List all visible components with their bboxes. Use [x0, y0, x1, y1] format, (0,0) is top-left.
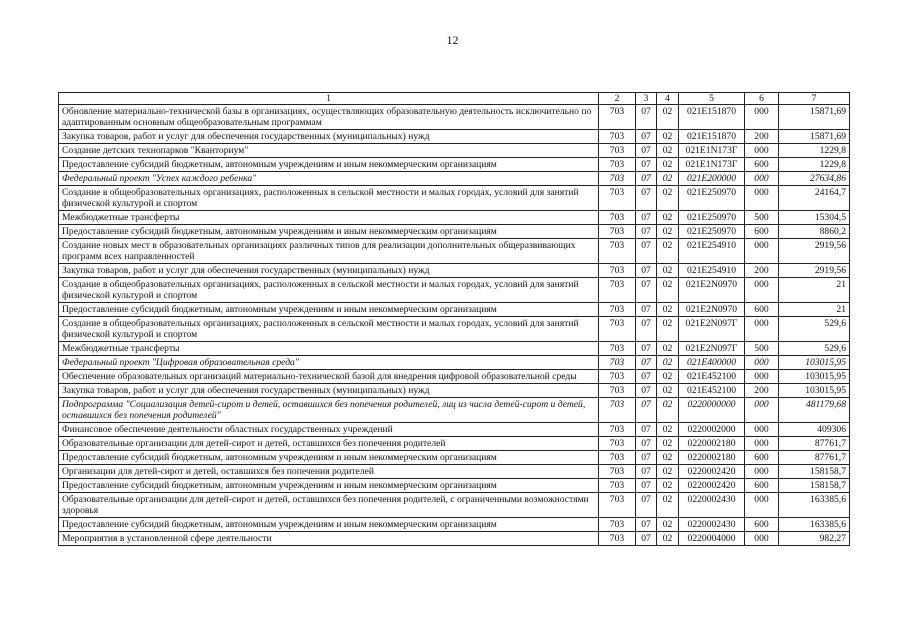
cell-subsection-code: 02 — [657, 264, 679, 278]
cell-subsection-code: 02 — [657, 278, 679, 303]
cell-name: Закупка товаров, работ и услуг для обеспечения государственных (муниципальных) нужд — [59, 264, 599, 278]
cell-subsection-code: 02 — [657, 211, 679, 225]
cell-ministry-code: 703 — [599, 105, 636, 130]
cell-expense-type: 600 — [745, 303, 779, 317]
cell-target-article: 021E2N097Г — [679, 317, 745, 342]
cell-name: Мероприятия в установленной сфере деятельности — [59, 532, 599, 546]
cell-name: Создание детских технопарков "Кванториум" — [59, 144, 599, 158]
cell-target-article: 0220000000 — [679, 398, 745, 423]
cell-name: Обновление материально-технической базы в организациях, осуществляющих образовательную деятельность исключительно по адаптированным основным общеобразовательным программам — [59, 105, 599, 130]
cell-amount: 409306 — [779, 423, 850, 437]
cell-ministry-code: 703 — [599, 518, 636, 532]
cell-target-article: 0220004000 — [679, 532, 745, 546]
cell-amount: 103015,95 — [779, 370, 850, 384]
table-row — [59, 518, 850, 532]
cell-name: Федеральный проект "Цифровая образовательная среда" — [59, 356, 599, 370]
cell-ministry-code: 703 — [599, 398, 636, 423]
cell-ministry-code: 703 — [599, 130, 636, 144]
cell-subsection-code: 02 — [657, 130, 679, 144]
table-row — [59, 451, 850, 465]
cell-section-code: 07 — [636, 423, 657, 437]
cell-target-article: 021E151870 — [679, 105, 745, 130]
cell-section-code: 07 — [636, 278, 657, 303]
cell-amount: 15871,69 — [779, 105, 850, 130]
cell-amount: 163385,6 — [779, 518, 850, 532]
cell-subsection-code: 02 — [657, 518, 679, 532]
cell-target-article: 0220002180 — [679, 437, 745, 451]
cell-section-code: 07 — [636, 158, 657, 172]
cell-target-article: 021E151870 — [679, 130, 745, 144]
cell-subsection-code: 02 — [657, 317, 679, 342]
cell-section-code: 07 — [636, 342, 657, 356]
table-row — [59, 225, 850, 239]
cell-name: Предоставление субсидий бюджетным, автономным учреждениям и иным некоммерческим организациям — [59, 158, 599, 172]
cell-target-article: 021E2N0970 — [679, 278, 745, 303]
cell-target-article: 0220002180 — [679, 451, 745, 465]
header-row — [59, 93, 850, 105]
cell-section-code: 07 — [636, 479, 657, 493]
cell-expense-type: 600 — [745, 479, 779, 493]
cell-ministry-code: 703 — [599, 211, 636, 225]
cell-amount: 15871,69 — [779, 130, 850, 144]
cell-section-code: 07 — [636, 239, 657, 264]
cell-ministry-code: 703 — [599, 356, 636, 370]
cell-name: Создание новых мест в образовательных организациях различных типов для реализации дополнительных общеразвивающих программ всех направленностей — [59, 239, 599, 264]
cell-name: Закупка товаров, работ и услуг для обеспечения государственных (муниципальных) нужд — [59, 130, 599, 144]
cell-section-code: 07 — [636, 144, 657, 158]
cell-expense-type: 000 — [745, 144, 779, 158]
cell-name: Межбюджетные трансферты — [59, 211, 599, 225]
cell-amount: 87761,7 — [779, 437, 850, 451]
table-row — [59, 423, 850, 437]
cell-amount: 163385,6 — [779, 493, 850, 518]
table-row — [59, 144, 850, 158]
table-row — [59, 493, 850, 518]
table-body — [59, 105, 850, 546]
header-cell-target-article: 5 — [679, 93, 745, 105]
header-cell-expense-type: 6 — [745, 93, 779, 105]
cell-subsection-code: 02 — [657, 479, 679, 493]
cell-subsection-code: 02 — [657, 532, 679, 546]
cell-section-code: 07 — [636, 493, 657, 518]
cell-amount: 529,6 — [779, 317, 850, 342]
cell-expense-type: 000 — [745, 186, 779, 211]
cell-section-code: 07 — [636, 172, 657, 186]
cell-amount: 158158,7 — [779, 479, 850, 493]
cell-name: Образовательные организации для детей-сирот и детей, оставшихся без попечения родителей — [59, 437, 599, 451]
table-row — [59, 479, 850, 493]
cell-target-article: 0220002430 — [679, 518, 745, 532]
cell-ministry-code: 703 — [599, 158, 636, 172]
cell-expense-type: 600 — [745, 518, 779, 532]
cell-expense-type: 600 — [745, 158, 779, 172]
cell-expense-type: 200 — [745, 384, 779, 398]
cell-name: Предоставление субсидий бюджетным, автономным учреждениям и иным некоммерческим организациям — [59, 518, 599, 532]
cell-subsection-code: 02 — [657, 356, 679, 370]
header-cell-section: 3 — [636, 93, 657, 105]
cell-ministry-code: 703 — [599, 186, 636, 211]
cell-ministry-code: 703 — [599, 278, 636, 303]
cell-section-code: 07 — [636, 317, 657, 342]
cell-amount: 87761,7 — [779, 451, 850, 465]
cell-name: Закупка товаров, работ и услуг для обеспечения государственных (муниципальных) нужд — [59, 384, 599, 398]
table-row — [59, 278, 850, 303]
cell-expense-type: 000 — [745, 532, 779, 546]
cell-amount: 481179,68 — [779, 398, 850, 423]
cell-name: Предоставление субсидий бюджетным, автономным учреждениям и иным некоммерческим организациям — [59, 479, 599, 493]
cell-section-code: 07 — [636, 211, 657, 225]
header-cell-subsection: 4 — [657, 93, 679, 105]
cell-section-code: 07 — [636, 465, 657, 479]
cell-amount: 529,6 — [779, 342, 850, 356]
header-cell-ministry: 2 — [599, 93, 636, 105]
table-row — [59, 105, 850, 130]
cell-subsection-code: 02 — [657, 225, 679, 239]
cell-ministry-code: 703 — [599, 384, 636, 398]
cell-ministry-code: 703 — [599, 317, 636, 342]
cell-expense-type: 000 — [745, 105, 779, 130]
cell-section-code: 07 — [636, 398, 657, 423]
cell-section-code: 07 — [636, 518, 657, 532]
cell-ministry-code: 703 — [599, 144, 636, 158]
cell-ministry-code: 703 — [599, 370, 636, 384]
cell-section-code: 07 — [636, 186, 657, 211]
cell-target-article: 0220002000 — [679, 423, 745, 437]
table-row — [59, 239, 850, 264]
cell-target-article: 021E250970 — [679, 186, 745, 211]
cell-expense-type: 200 — [745, 130, 779, 144]
cell-ministry-code: 703 — [599, 465, 636, 479]
cell-target-article: 0220002420 — [679, 465, 745, 479]
header-cell-name: 1 — [59, 93, 599, 105]
cell-ministry-code: 703 — [599, 532, 636, 546]
cell-ministry-code: 703 — [599, 479, 636, 493]
cell-subsection-code: 02 — [657, 158, 679, 172]
cell-target-article: 021E254910 — [679, 239, 745, 264]
cell-name: Предоставление субсидий бюджетным, автономным учреждениям и иным некоммерческим организациям — [59, 303, 599, 317]
cell-subsection-code: 02 — [657, 437, 679, 451]
cell-name: Обеспечение образовательных организаций материально-технической базой для внедрения цифровой образовательной среды — [59, 370, 599, 384]
cell-amount: 21 — [779, 278, 850, 303]
cell-amount: 27634,86 — [779, 172, 850, 186]
cell-target-article: 021E254910 — [679, 264, 745, 278]
cell-subsection-code: 02 — [657, 172, 679, 186]
cell-amount: 103015,95 — [779, 384, 850, 398]
cell-subsection-code: 02 — [657, 384, 679, 398]
cell-subsection-code: 02 — [657, 105, 679, 130]
cell-expense-type: 600 — [745, 451, 779, 465]
header-cell-amount: 7 — [779, 93, 850, 105]
cell-target-article: 021E250970 — [679, 211, 745, 225]
cell-expense-type: 000 — [745, 317, 779, 342]
table-row — [59, 303, 850, 317]
budget-table — [58, 92, 850, 546]
cell-ministry-code: 703 — [599, 423, 636, 437]
cell-target-article: 021E2N097Г — [679, 342, 745, 356]
table-row — [59, 130, 850, 144]
cell-subsection-code: 02 — [657, 186, 679, 211]
cell-name: Организации для детей-сирот и детей, оставшихся без попечения родителей — [59, 465, 599, 479]
cell-amount: 1229,8 — [779, 158, 850, 172]
cell-target-article: 021E400000 — [679, 356, 745, 370]
page-number: 12 — [446, 33, 459, 47]
cell-section-code: 07 — [636, 370, 657, 384]
cell-expense-type: 000 — [745, 370, 779, 384]
cell-amount: 24164,7 — [779, 186, 850, 211]
table-row — [59, 186, 850, 211]
cell-name: Предоставление субсидий бюджетным, автономным учреждениям и иным некоммерческим организациям — [59, 225, 599, 239]
cell-target-article: 021E200000 — [679, 172, 745, 186]
cell-amount: 1229,8 — [779, 144, 850, 158]
cell-subsection-code: 02 — [657, 465, 679, 479]
cell-target-article: 021E250970 — [679, 225, 745, 239]
cell-section-code: 07 — [636, 264, 657, 278]
cell-name: Финансовое обеспечение деятельности областных государственных учреждений — [59, 423, 599, 437]
table-row — [59, 317, 850, 342]
cell-amount: 8860,2 — [779, 225, 850, 239]
cell-ministry-code: 703 — [599, 172, 636, 186]
table-row — [59, 211, 850, 225]
cell-amount: 982,27 — [779, 532, 850, 546]
cell-expense-type: 000 — [745, 239, 779, 264]
table-row — [59, 437, 850, 451]
cell-expense-type: 000 — [745, 398, 779, 423]
cell-name: Создание в общеобразовательных организациях, расположенных в сельской местности и малых городах, условий для занятий физической культурой и спортом — [59, 317, 599, 342]
cell-name: Создание в общеобразовательных организациях, расположенных в сельской местности и малых городах, условий для занятий физической культурой и спортом — [59, 278, 599, 303]
cell-target-article: 0220002420 — [679, 479, 745, 493]
cell-subsection-code: 02 — [657, 423, 679, 437]
cell-amount: 2919,56 — [779, 239, 850, 264]
cell-subsection-code: 02 — [657, 342, 679, 356]
cell-subsection-code: 02 — [657, 493, 679, 518]
cell-section-code: 07 — [636, 303, 657, 317]
cell-section-code: 07 — [636, 130, 657, 144]
cell-ministry-code: 703 — [599, 437, 636, 451]
cell-target-article: 021E2N0970 — [679, 303, 745, 317]
table-row — [59, 532, 850, 546]
cell-amount: 2919,56 — [779, 264, 850, 278]
table-row — [59, 342, 850, 356]
table-row — [59, 465, 850, 479]
table-row — [59, 264, 850, 278]
cell-ministry-code: 703 — [599, 342, 636, 356]
cell-expense-type: 500 — [745, 211, 779, 225]
table-row — [59, 370, 850, 384]
cell-expense-type: 000 — [745, 465, 779, 479]
cell-ministry-code: 703 — [599, 239, 636, 264]
table-row — [59, 158, 850, 172]
cell-name: Предоставление субсидий бюджетным, автономным учреждениям и иным некоммерческим организациям — [59, 451, 599, 465]
cell-amount: 15304,5 — [779, 211, 850, 225]
cell-expense-type: 200 — [745, 264, 779, 278]
table-row — [59, 172, 850, 186]
cell-ministry-code: 703 — [599, 225, 636, 239]
cell-subsection-code: 02 — [657, 303, 679, 317]
cell-ministry-code: 703 — [599, 264, 636, 278]
cell-section-code: 07 — [636, 384, 657, 398]
cell-subsection-code: 02 — [657, 451, 679, 465]
cell-expense-type: 600 — [745, 225, 779, 239]
cell-subsection-code: 02 — [657, 239, 679, 264]
cell-expense-type: 000 — [745, 423, 779, 437]
cell-name: Создание в общеобразовательных организациях, расположенных в сельской местности и малых городах, условий для занятий физической культурой и спортом — [59, 186, 599, 211]
cell-target-article: 0220002430 — [679, 493, 745, 518]
cell-expense-type: 000 — [745, 437, 779, 451]
cell-target-article: 021E452100 — [679, 370, 745, 384]
cell-ministry-code: 703 — [599, 303, 636, 317]
cell-section-code: 07 — [636, 356, 657, 370]
cell-target-article: 021E452100 — [679, 384, 745, 398]
table-row — [59, 384, 850, 398]
cell-amount: 21 — [779, 303, 850, 317]
cell-amount: 103015,95 — [779, 356, 850, 370]
cell-expense-type: 000 — [745, 172, 779, 186]
cell-expense-type: 000 — [745, 493, 779, 518]
cell-expense-type: 000 — [745, 356, 779, 370]
cell-section-code: 07 — [636, 225, 657, 239]
cell-expense-type: 000 — [745, 278, 779, 303]
cell-ministry-code: 703 — [599, 451, 636, 465]
cell-section-code: 07 — [636, 437, 657, 451]
table-row — [59, 356, 850, 370]
cell-ministry-code: 703 — [599, 493, 636, 518]
table-row — [59, 398, 850, 423]
cell-section-code: 07 — [636, 451, 657, 465]
cell-subsection-code: 02 — [657, 398, 679, 423]
cell-target-article: 021E1N173Г — [679, 158, 745, 172]
cell-expense-type: 500 — [745, 342, 779, 356]
cell-target-article: 021E1N173Г — [679, 144, 745, 158]
cell-subsection-code: 02 — [657, 144, 679, 158]
cell-name: Межбюджетные трансферты — [59, 342, 599, 356]
cell-subsection-code: 02 — [657, 370, 679, 384]
cell-name: Подпрограмма "Социализация детей-сирот и детей, оставшихся без попечения родителей, лиц из числа детей-сирот и детей, оставшихся без попечения родителей" — [59, 398, 599, 423]
cell-amount: 158158,7 — [779, 465, 850, 479]
cell-name: Образовательные организации для детей-сирот и детей, оставшихся без попечения родителей, с ограниченными возможностями здоровья — [59, 493, 599, 518]
cell-section-code: 07 — [636, 105, 657, 130]
cell-section-code: 07 — [636, 532, 657, 546]
cell-name: Федеральный проект "Успех каждого ребенка" — [59, 172, 599, 186]
